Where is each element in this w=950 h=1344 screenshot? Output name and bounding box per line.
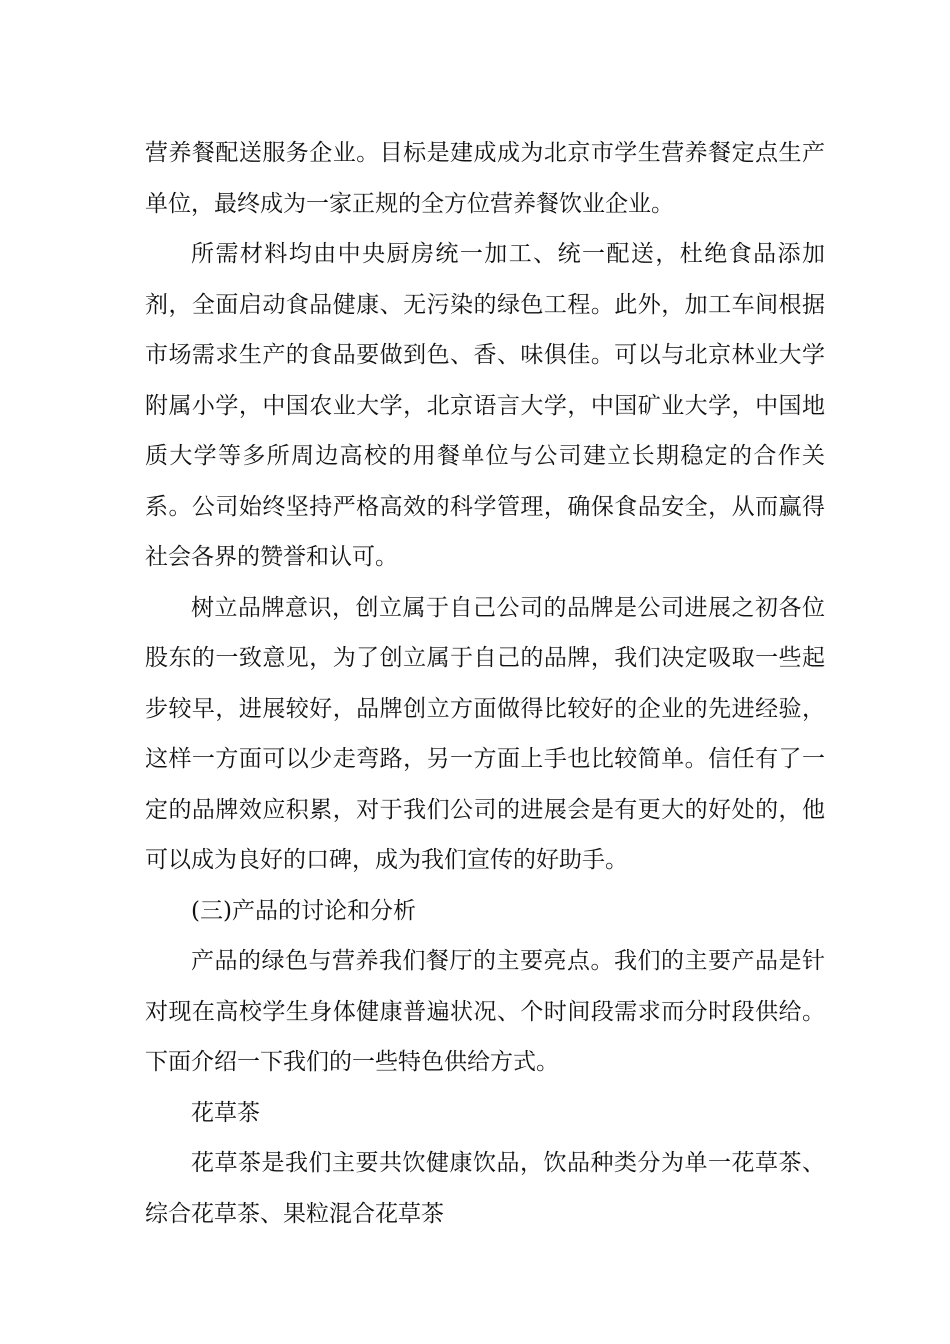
paragraph-intro-continuation: 营养餐配送服务企业。目标是建成成为北京市学生营养餐定点生产单位，最终成为一家正规的全方位营养餐饮业企业。: [145, 140, 825, 217]
subheading-herbal-tea: 花草茶: [191, 1099, 260, 1126]
paragraph-herbal-tea: 花草茶是我们主要共饮健康饮品，饮品种类分为单一花草茶、综合花草茶、果粒混合花草茶: [145, 1150, 825, 1227]
paragraph-central-kitchen: 所需材料均由中央厨房统一加工、统一配送，杜绝食品添加剂，全面启动食品健康、无污染的绿色工程。此外，加工车间根据市场需求生产的食品要做到色、香、味俱佳。可以与北京林业大学附属小学，中国农业大学，北京语言大学，中国矿业大学，中国地质大学等多所周边高校的用餐单位与公司建立长期稳定的合作关系。公司始终坚持严格高效的科学管理，确保食品安全，从而赢得社会各界的赞誉和认可。: [145, 241, 825, 570]
section-heading-product-analysis: (三)产品的讨论和分析: [191, 897, 416, 924]
paragraph-brand-awareness: 树立品牌意识，创立属于自己公司的品牌是公司进展之初各位股东的一致意见，为了创立属于自己的品牌，我们决定吸取一些起步较早，进展较好，品牌创立方面做得比较好的企业的先进经验，这样一方面可以少走弯路，另一方面上手也比较简单。信任有了一定的品牌效应积累，对于我们公司的进展会是有更大的好处的，他可以成为良好的口碑，成为我们宣传的好助手。: [145, 594, 825, 873]
paragraph-product-highlights: 产品的绿色与营养我们餐厅的主要亮点。我们的主要产品是针对现在高校学生身体健康普遍状况、个时间段需求而分时段供给。下面介绍一下我们的一些特色供给方式。: [145, 948, 825, 1075]
document-body: [145, 128, 825, 1239]
